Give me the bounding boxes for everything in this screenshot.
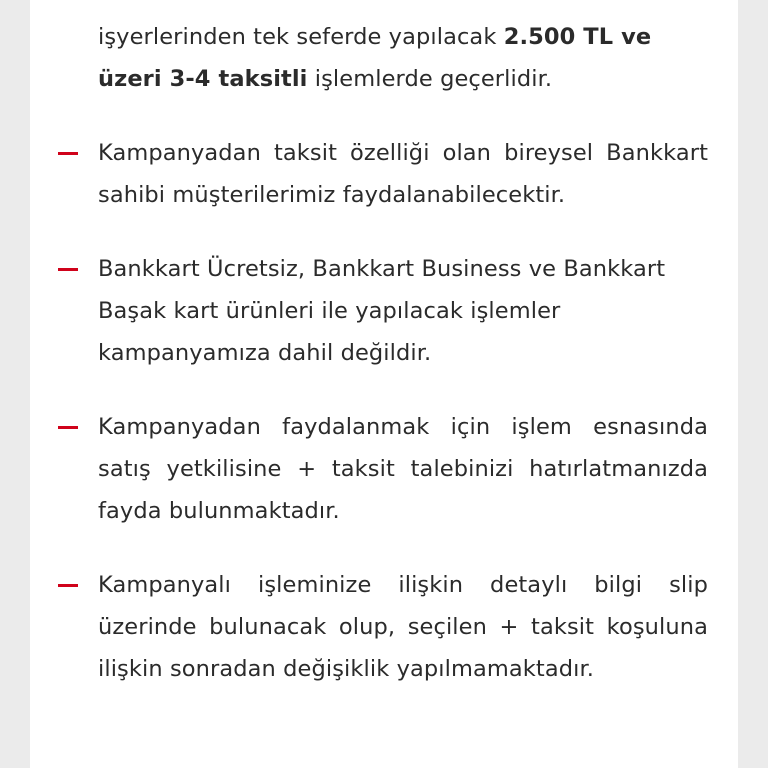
terms-item-text: Kampanyadan taksit özelliği olan bireysel Bankkart sahibi müşterilerimiz faydalanabilecektir. bbox=[98, 140, 708, 208]
partial-cutoff-line bbox=[98, 0, 708, 16]
terms-text-segment: işlemlerde geçerlidir. bbox=[307, 66, 553, 92]
terms-item-excluded-cards bbox=[30, 248, 708, 374]
terms-item-text: Kampanyadan faydalanmak için işlem esnasında satış yetkilisine + taksit talebinizi hatırlatmanızda fayda bulunmaktadır. bbox=[98, 414, 708, 524]
red-dash-icon bbox=[58, 268, 78, 271]
terms-item-text: Bankkart Ücretsiz, Bankkart Business ve Bankkart Başak kart ürünleri ile yapılacak işlemler kampanyamıza dahil değildir. bbox=[98, 256, 666, 366]
terms-item-text bbox=[98, 24, 651, 92]
terms-text-segment: işyerlerinden tek seferde yapılacak bbox=[98, 24, 504, 50]
campaign-terms-card bbox=[30, 0, 738, 768]
terms-item-eligible-cards bbox=[30, 132, 708, 216]
red-dash-icon bbox=[58, 584, 78, 587]
red-dash-icon bbox=[58, 152, 78, 155]
campaign-terms-list bbox=[30, 0, 738, 722]
terms-item-remind-salesperson bbox=[30, 406, 708, 532]
terms-item-text: Kampanyalı işleminize ilişkin detaylı bilgi slip üzerinde bulunacak olup, seçilen + taksit koşuluna ilişkin sonradan değişiklik yapılmamaktadır. bbox=[98, 572, 708, 682]
terms-highlight-amount: 2.500 TL ve üzeri 3-4 taksitli bbox=[98, 24, 652, 92]
terms-item-slip-details bbox=[30, 564, 708, 690]
terms-item-installment-threshold bbox=[30, 0, 708, 100]
red-dash-icon bbox=[58, 426, 78, 429]
